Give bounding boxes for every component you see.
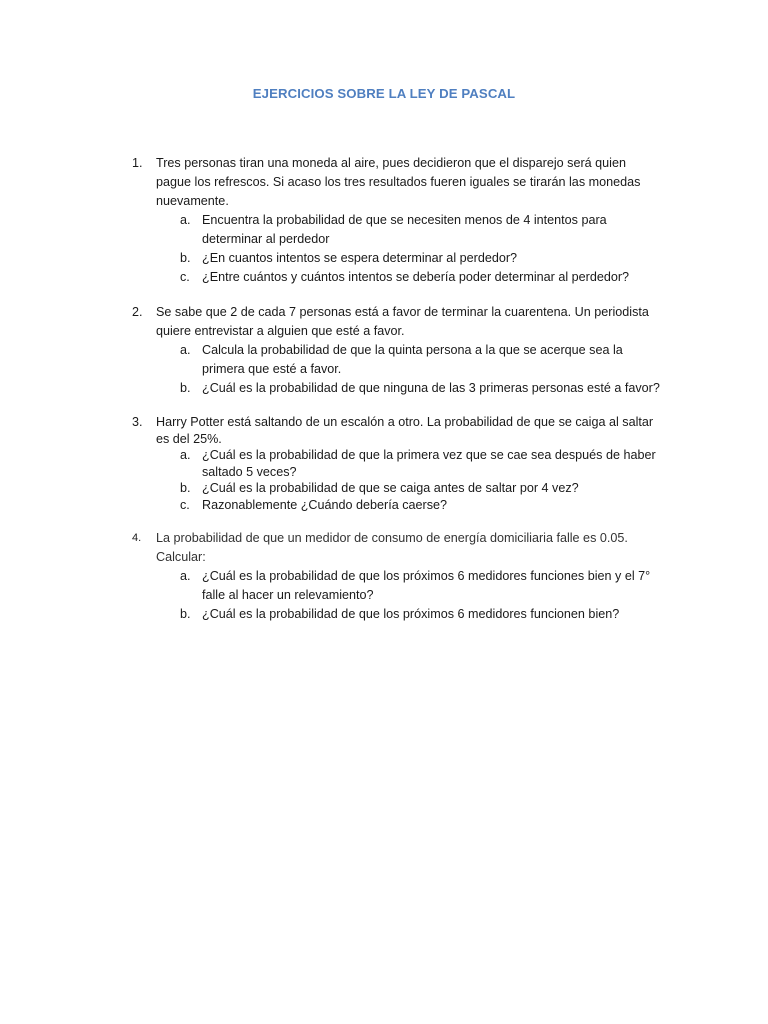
question-3 bbox=[132, 414, 662, 513]
sub-question bbox=[156, 249, 662, 268]
question-text: Se sabe que 2 de cada 7 personas está a favor de terminar la cuarentena. Un periodista quiere entrevistar a alguien que esté a favor. bbox=[156, 305, 649, 338]
sub-question bbox=[156, 211, 662, 249]
sub-question-text: ¿Cuál es la probabilidad de que los próximos 6 medidores funciones bien y el 7° falle al hacer un relevamiento? bbox=[202, 569, 651, 602]
question-2 bbox=[132, 303, 662, 398]
question-number: 3. bbox=[132, 415, 143, 429]
question-text: La probabilidad de que un medidor de consumo de energía domiciliaria falle es 0.05. Calcular: bbox=[156, 531, 628, 564]
sub-question-list bbox=[156, 341, 662, 398]
sub-question-text: ¿Cuál es la probabilidad de que se caiga antes de saltar por 4 vez? bbox=[202, 481, 579, 495]
sub-question bbox=[156, 480, 662, 497]
sub-question-letter: b. bbox=[180, 607, 191, 621]
sub-question-text: Calcula la probabilidad de que la quinta persona a la que se acerque sea la primera que esté a favor. bbox=[202, 343, 623, 376]
sub-question-list bbox=[156, 211, 662, 287]
sub-question-letter: b. bbox=[180, 481, 191, 495]
question-list bbox=[132, 154, 662, 624]
sub-question-text: ¿En cuantos intentos se espera determinar al perdedor? bbox=[202, 251, 518, 265]
sub-question-list bbox=[156, 447, 662, 513]
sub-question bbox=[156, 341, 662, 379]
sub-question-letter: b. bbox=[180, 381, 191, 395]
page-title: EJERCICIOS SOBRE LA LEY DE PASCAL bbox=[252, 86, 516, 101]
sub-question bbox=[156, 268, 662, 287]
sub-question-letter: a. bbox=[180, 448, 191, 462]
sub-question-letter: a. bbox=[180, 569, 191, 583]
sub-question-letter: a. bbox=[180, 343, 191, 357]
sub-question-text: ¿Cuál es la probabilidad de que ninguna de las 3 primeras personas esté a favor? bbox=[202, 381, 660, 395]
sub-question-letter: a. bbox=[180, 213, 191, 227]
sub-question-text: ¿Cuál es la probabilidad de que la primera vez que se cae sea después de haber saltado 5 veces? bbox=[202, 448, 656, 479]
sub-question-text: Razonablemente ¿Cuándo debería caerse? bbox=[202, 497, 448, 512]
question-number: 4. bbox=[132, 532, 142, 544]
sub-question-letter: b. bbox=[180, 251, 191, 265]
sub-question bbox=[156, 379, 662, 398]
question-4 bbox=[132, 529, 662, 624]
sub-question-text: ¿Cuál es la probabilidad de que los próximos 6 medidores funcionen bien? bbox=[202, 607, 620, 621]
sub-question-text: ¿Entre cuántos y cuántos intentos se debería poder determinar al perdedor? bbox=[202, 270, 630, 284]
sub-question bbox=[156, 447, 662, 480]
sub-question bbox=[156, 497, 662, 514]
question-text: Harry Potter está saltando de un escalón a otro. La probabilidad de que se caiga al saltar es del 25%. bbox=[156, 415, 654, 446]
question-text: Tres personas tiran una moneda al aire, pues decidieron que el disparejo será quien pague los refrescos. Si acaso los tres resultados fueren iguales se tirarán las monedas nuevamente. bbox=[156, 156, 641, 208]
sub-question-letter: c. bbox=[180, 497, 190, 512]
sub-question bbox=[156, 605, 662, 624]
sub-question-text: Encuentra la probabilidad de que se necesiten menos de 4 intentos para determinar al perdedor bbox=[202, 213, 607, 246]
sub-question-list bbox=[156, 567, 662, 624]
sub-question bbox=[156, 567, 662, 605]
sub-question-letter: c. bbox=[180, 270, 190, 284]
question-number: 2. bbox=[132, 305, 143, 319]
question-number: 1. bbox=[132, 156, 143, 170]
question-1 bbox=[132, 154, 662, 287]
